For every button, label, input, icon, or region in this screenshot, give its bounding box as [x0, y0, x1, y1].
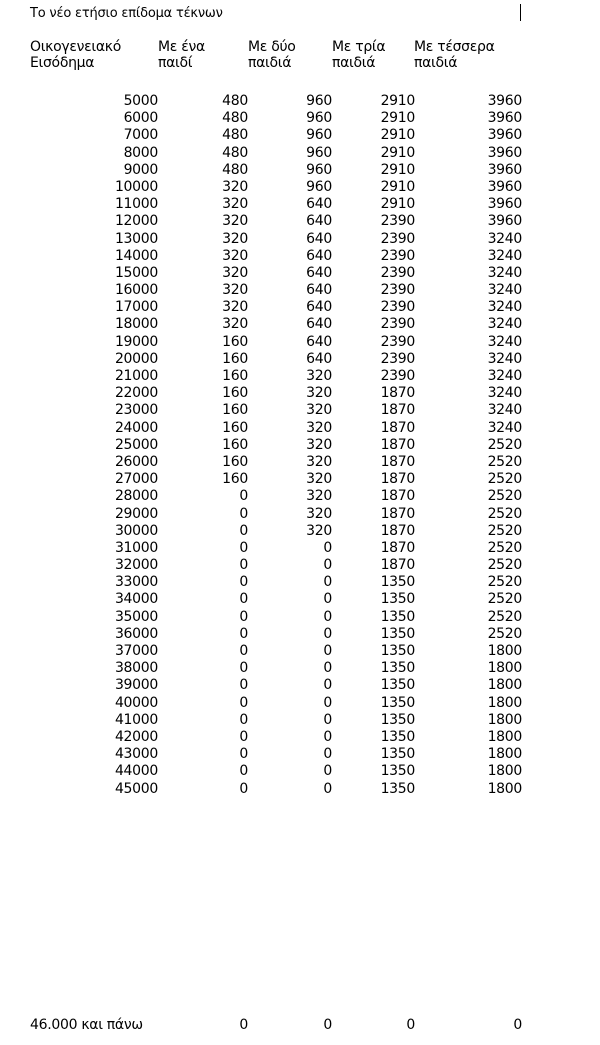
cell-three-children: 2390: [380, 368, 415, 384]
cell-income: 11000: [114, 196, 158, 213]
cell-income: 31000: [114, 539, 158, 556]
cell-two-children: 0: [323, 677, 332, 694]
cell-income: 14000: [114, 247, 158, 264]
cell-one-child: 0: [239, 780, 248, 797]
table-row: [0, 677, 600, 694]
cell-two-children: 0: [323, 711, 332, 728]
cell-four-children: 3960: [487, 127, 522, 144]
cell-income: 39000: [114, 677, 158, 694]
cell-four-children: 1800: [487, 746, 522, 763]
cell-one-child: 160: [222, 471, 248, 488]
cell-four-children: 3240: [487, 247, 522, 264]
cell-income: 19000: [114, 333, 158, 350]
cell-two-children: 640: [306, 333, 332, 350]
cell-three-children: 1870: [380, 505, 415, 522]
cell-one-child: 480: [222, 127, 248, 144]
cell-two-children: 320: [306, 419, 332, 436]
cell-one-child: 160: [222, 368, 248, 384]
cell-four-children: 3960: [487, 144, 522, 161]
cell-three-children: 2390: [380, 316, 415, 333]
cell-one-child: 160: [222, 402, 248, 419]
table-row: [0, 368, 600, 385]
cell-one-child: 480: [222, 161, 248, 178]
table-row: [0, 781, 600, 798]
table-row: [0, 437, 600, 454]
header-four-children-line1: Με τέσσερα: [414, 39, 495, 55]
cell-four-children: 3240: [487, 264, 522, 281]
cell-four-children: 3960: [487, 161, 522, 178]
cell-four-children: 3960: [487, 93, 522, 109]
cell-two-children: 960: [306, 110, 332, 127]
table-row: [0, 695, 600, 712]
table-row: [0, 162, 600, 179]
cell-three-children: 2910: [380, 110, 415, 127]
cell-two-children: 320: [306, 436, 332, 453]
cell-three-children: 2390: [380, 247, 415, 264]
cell-three-children: 1870: [380, 419, 415, 436]
cell-four-children: 1800: [487, 694, 522, 711]
table-row: [0, 282, 600, 299]
cell-two-children: 320: [306, 385, 332, 402]
cell-three-children: 1350: [380, 591, 415, 608]
cell-two-children: 320: [306, 471, 332, 488]
cell-three-children: 1870: [380, 471, 415, 488]
cell-income: 30000: [114, 522, 158, 539]
cell-three-children: 2910: [380, 196, 415, 213]
cell-two-children: 960: [306, 127, 332, 144]
cell-four-children: 1800: [487, 677, 522, 694]
table-row: [0, 729, 600, 746]
header-income-line1: Οικογενειακό: [30, 39, 121, 55]
cell-three-children: 2910: [380, 161, 415, 178]
cell-two-children: 960: [306, 161, 332, 178]
cell-three-children: 2390: [380, 264, 415, 281]
cell-three-children: 1350: [380, 746, 415, 763]
cell-one-child: 160: [222, 453, 248, 470]
cell-three-children: 1350: [380, 763, 415, 780]
cell-three-children: 1350: [380, 728, 415, 745]
cell-four-children: 2520: [487, 453, 522, 470]
cell-two-children: 0: [323, 746, 332, 763]
cell-two-children: 320: [306, 522, 332, 539]
cell-one-child: 320: [222, 178, 248, 195]
cell-four-children: 3240: [487, 316, 522, 333]
cell-three-children: 2910: [380, 93, 415, 109]
cell-three-children: 1350: [380, 677, 415, 694]
header-three-children: [332, 39, 385, 71]
cell-three-children: 2390: [380, 299, 415, 316]
cell-income: 36000: [114, 625, 158, 642]
cell-two-children: 320: [306, 402, 332, 419]
cell-three-children: 2390: [380, 333, 415, 350]
cell-two-children: 0: [323, 557, 332, 574]
cell-four-children: 3240: [487, 368, 522, 384]
table-row: [0, 385, 600, 402]
header-income: [30, 39, 121, 71]
cell-income: 29000: [114, 505, 158, 522]
cell-one-child: 320: [222, 282, 248, 299]
cell-one-child: 160: [222, 385, 248, 402]
footer-one-child: 0: [239, 1017, 248, 1033]
cell-two-children: 640: [306, 247, 332, 264]
cell-four-children: 2520: [487, 471, 522, 488]
cell-two-children: 0: [323, 660, 332, 677]
cell-one-child: 0: [239, 557, 248, 574]
table-row: [0, 316, 600, 333]
table-row: [0, 523, 600, 540]
table-row: [0, 127, 600, 144]
cell-four-children: 3240: [487, 282, 522, 299]
header-one-child-line2: παιδί: [158, 55, 193, 71]
cell-four-children: 3240: [487, 350, 522, 367]
cell-two-children: 0: [323, 694, 332, 711]
cell-one-child: 0: [239, 574, 248, 591]
cell-income: 15000: [114, 264, 158, 281]
header-one-child: [158, 39, 205, 71]
cell-four-children: 3240: [487, 402, 522, 419]
cell-income: 24000: [114, 419, 158, 436]
cell-three-children: 2910: [380, 127, 415, 144]
cell-three-children: 1350: [380, 625, 415, 642]
cell-four-children: 1800: [487, 660, 522, 677]
cell-three-children: 2390: [380, 230, 415, 247]
table-row: [0, 231, 600, 248]
cell-one-child: 0: [239, 505, 248, 522]
cell-four-children: 2520: [487, 505, 522, 522]
cell-three-children: 2390: [380, 282, 415, 299]
cell-income: 25000: [114, 436, 158, 453]
cell-two-children: 640: [306, 316, 332, 333]
cell-three-children: 1350: [380, 694, 415, 711]
cell-income: 10000: [114, 178, 158, 195]
table-row: [0, 557, 600, 574]
cell-four-children: 3960: [487, 110, 522, 127]
cell-income: 21000: [114, 368, 158, 384]
cell-one-child: 0: [239, 677, 248, 694]
cell-income: 18000: [114, 316, 158, 333]
cell-three-children: 1350: [380, 643, 415, 659]
cell-income: 32000: [114, 557, 158, 574]
cell-three-children: 1350: [380, 660, 415, 677]
cell-one-child: 480: [222, 144, 248, 161]
cell-four-children: 1800: [487, 763, 522, 780]
cell-income: 34000: [114, 591, 158, 608]
cell-two-children: 960: [306, 93, 332, 109]
cell-four-children: 3240: [487, 230, 522, 247]
cell-one-child: 0: [239, 539, 248, 556]
header-three-children-line2: παιδιά: [332, 55, 376, 71]
header-two-children-line2: παιδιά: [248, 55, 292, 71]
cell-one-child: 160: [222, 436, 248, 453]
table-row: [0, 712, 600, 729]
cell-three-children: 1350: [380, 608, 415, 625]
table-row: [0, 454, 600, 471]
cell-income: 23000: [114, 402, 158, 419]
table-row: [0, 110, 600, 127]
cell-two-children: 0: [323, 591, 332, 608]
cell-two-children: 320: [306, 453, 332, 470]
benefit-table: [0, 93, 600, 798]
cell-four-children: 1800: [487, 643, 522, 659]
page-title: Το νέο ετήσιο επίδομα τέκνων: [30, 6, 223, 21]
cell-one-child: 0: [239, 746, 248, 763]
footer-income-label: 46.000 και πάνω: [30, 1017, 143, 1033]
cell-income: 26000: [114, 453, 158, 470]
cell-income: 27000: [114, 471, 158, 488]
table-row: [0, 609, 600, 626]
cell-three-children: 1870: [380, 522, 415, 539]
cell-income: 22000: [114, 385, 158, 402]
cell-one-child: 0: [239, 660, 248, 677]
cell-two-children: 640: [306, 350, 332, 367]
cell-income: 5000: [123, 93, 158, 109]
cell-three-children: 1350: [380, 711, 415, 728]
cell-four-children: 1800: [487, 728, 522, 745]
cell-one-child: 320: [222, 213, 248, 230]
cell-income: 17000: [114, 299, 158, 316]
cell-one-child: 160: [222, 419, 248, 436]
cell-two-children: 0: [323, 643, 332, 659]
cell-income: 12000: [114, 213, 158, 230]
cell-three-children: 2390: [380, 213, 415, 230]
cell-two-children: 0: [323, 728, 332, 745]
cell-income: 38000: [114, 660, 158, 677]
cell-income: 20000: [114, 350, 158, 367]
cell-income: 41000: [114, 711, 158, 728]
cell-income: 9000: [123, 161, 158, 178]
cell-two-children: 640: [306, 213, 332, 230]
cell-one-child: 480: [222, 93, 248, 109]
header-three-children-line1: Με τρία: [332, 39, 386, 55]
cell-one-child: 480: [222, 110, 248, 127]
table-row: [0, 334, 600, 351]
cell-one-child: 0: [239, 625, 248, 642]
table-row: [0, 471, 600, 488]
cell-two-children: 640: [306, 196, 332, 213]
cell-two-children: 320: [306, 488, 332, 505]
cell-four-children: 1800: [487, 780, 522, 797]
table-row: [0, 540, 600, 557]
header-two-children-line1: Με δύο: [248, 39, 296, 55]
table-row: [0, 746, 600, 763]
table-row: [0, 488, 600, 505]
cell-four-children: 3240: [487, 299, 522, 316]
cell-three-children: 1350: [380, 574, 415, 591]
cell-four-children: 2520: [487, 557, 522, 574]
cell-one-child: 160: [222, 350, 248, 367]
cell-two-children: 640: [306, 230, 332, 247]
cell-four-children: 2520: [487, 488, 522, 505]
footer-two-children: 0: [323, 1017, 332, 1033]
cell-three-children: 2910: [380, 178, 415, 195]
cell-three-children: 1350: [380, 780, 415, 797]
cell-one-child: 0: [239, 643, 248, 659]
table-row: [0, 179, 600, 196]
cell-two-children: 960: [306, 144, 332, 161]
cell-one-child: 320: [222, 196, 248, 213]
cell-income: 37000: [114, 643, 158, 659]
cell-income: 45000: [114, 780, 158, 797]
cell-two-children: 320: [306, 505, 332, 522]
table-row: [0, 420, 600, 437]
cell-one-child: 320: [222, 230, 248, 247]
table-row: [0, 213, 600, 230]
table-row: [0, 299, 600, 316]
cell-income: 28000: [114, 488, 158, 505]
cell-four-children: 2520: [487, 436, 522, 453]
table-row: [0, 626, 600, 643]
cell-four-children: 2520: [487, 608, 522, 625]
cell-income: 13000: [114, 230, 158, 247]
header-four-children: [414, 39, 495, 71]
cell-three-children: 2910: [380, 144, 415, 161]
header-two-children: [248, 39, 296, 71]
cell-one-child: 0: [239, 608, 248, 625]
cell-four-children: 2520: [487, 539, 522, 556]
cell-one-child: 0: [239, 694, 248, 711]
table-row: [0, 93, 600, 110]
table-row: [0, 196, 600, 213]
cell-three-children: 2390: [380, 350, 415, 367]
table-row: [0, 574, 600, 591]
cell-two-children: 640: [306, 264, 332, 281]
header-income-line2: Εισόδημα: [30, 55, 95, 71]
table-row: [0, 265, 600, 282]
cell-four-children: 3240: [487, 333, 522, 350]
cell-one-child: 320: [222, 247, 248, 264]
footer-three-children: 0: [406, 1017, 415, 1033]
cell-two-children: 320: [306, 368, 332, 384]
footer-four-children: 0: [513, 1017, 522, 1033]
header-four-children-line2: παιδιά: [414, 55, 458, 71]
cell-three-children: 1870: [380, 488, 415, 505]
cell-four-children: 3960: [487, 196, 522, 213]
cell-two-children: 960: [306, 178, 332, 195]
footer-row: [0, 1016, 600, 1034]
cell-four-children: 1800: [487, 711, 522, 728]
cell-three-children: 1870: [380, 436, 415, 453]
cell-income: 40000: [114, 694, 158, 711]
table-row: [0, 591, 600, 608]
cell-one-child: 320: [222, 316, 248, 333]
cell-income: 35000: [114, 608, 158, 625]
cell-two-children: 0: [323, 574, 332, 591]
cell-four-children: 3240: [487, 385, 522, 402]
cell-two-children: 0: [323, 625, 332, 642]
cell-four-children: 2520: [487, 522, 522, 539]
table-row: [0, 660, 600, 677]
cell-one-child: 320: [222, 299, 248, 316]
cell-income: 6000: [123, 110, 158, 127]
cell-three-children: 1870: [380, 453, 415, 470]
cell-two-children: 0: [323, 763, 332, 780]
cell-four-children: 3240: [487, 419, 522, 436]
cell-one-child: 0: [239, 522, 248, 539]
table-row: [0, 248, 600, 265]
header-one-child-line1: Με ένα: [158, 39, 205, 55]
cell-income: 33000: [114, 574, 158, 591]
cell-one-child: 0: [239, 488, 248, 505]
table-row: [0, 763, 600, 780]
cell-two-children: 640: [306, 282, 332, 299]
table-row: [0, 145, 600, 162]
cell-income: 16000: [114, 282, 158, 299]
cell-one-child: 0: [239, 728, 248, 745]
cell-two-children: 0: [323, 780, 332, 797]
cell-income: 42000: [114, 728, 158, 745]
cell-one-child: 0: [239, 763, 248, 780]
table-row: [0, 351, 600, 368]
table-row: [0, 506, 600, 523]
cell-four-children: 2520: [487, 574, 522, 591]
cell-income: 7000: [123, 127, 158, 144]
text-cursor: [520, 4, 521, 21]
cell-three-children: 1870: [380, 402, 415, 419]
cell-income: 44000: [114, 763, 158, 780]
cell-four-children: 2520: [487, 591, 522, 608]
cell-three-children: 1870: [380, 557, 415, 574]
cell-four-children: 3960: [487, 213, 522, 230]
cell-one-child: 0: [239, 591, 248, 608]
cell-four-children: 3960: [487, 178, 522, 195]
cell-four-children: 2520: [487, 625, 522, 642]
cell-two-children: 0: [323, 608, 332, 625]
cell-income: 8000: [123, 144, 158, 161]
cell-two-children: 640: [306, 299, 332, 316]
table-row: [0, 402, 600, 419]
cell-one-child: 0: [239, 711, 248, 728]
cell-three-children: 1870: [380, 539, 415, 556]
cell-one-child: 160: [222, 333, 248, 350]
cell-income: 43000: [114, 746, 158, 763]
cell-three-children: 1870: [380, 385, 415, 402]
table-row: [0, 643, 600, 660]
cell-two-children: 0: [323, 539, 332, 556]
cell-one-child: 320: [222, 264, 248, 281]
